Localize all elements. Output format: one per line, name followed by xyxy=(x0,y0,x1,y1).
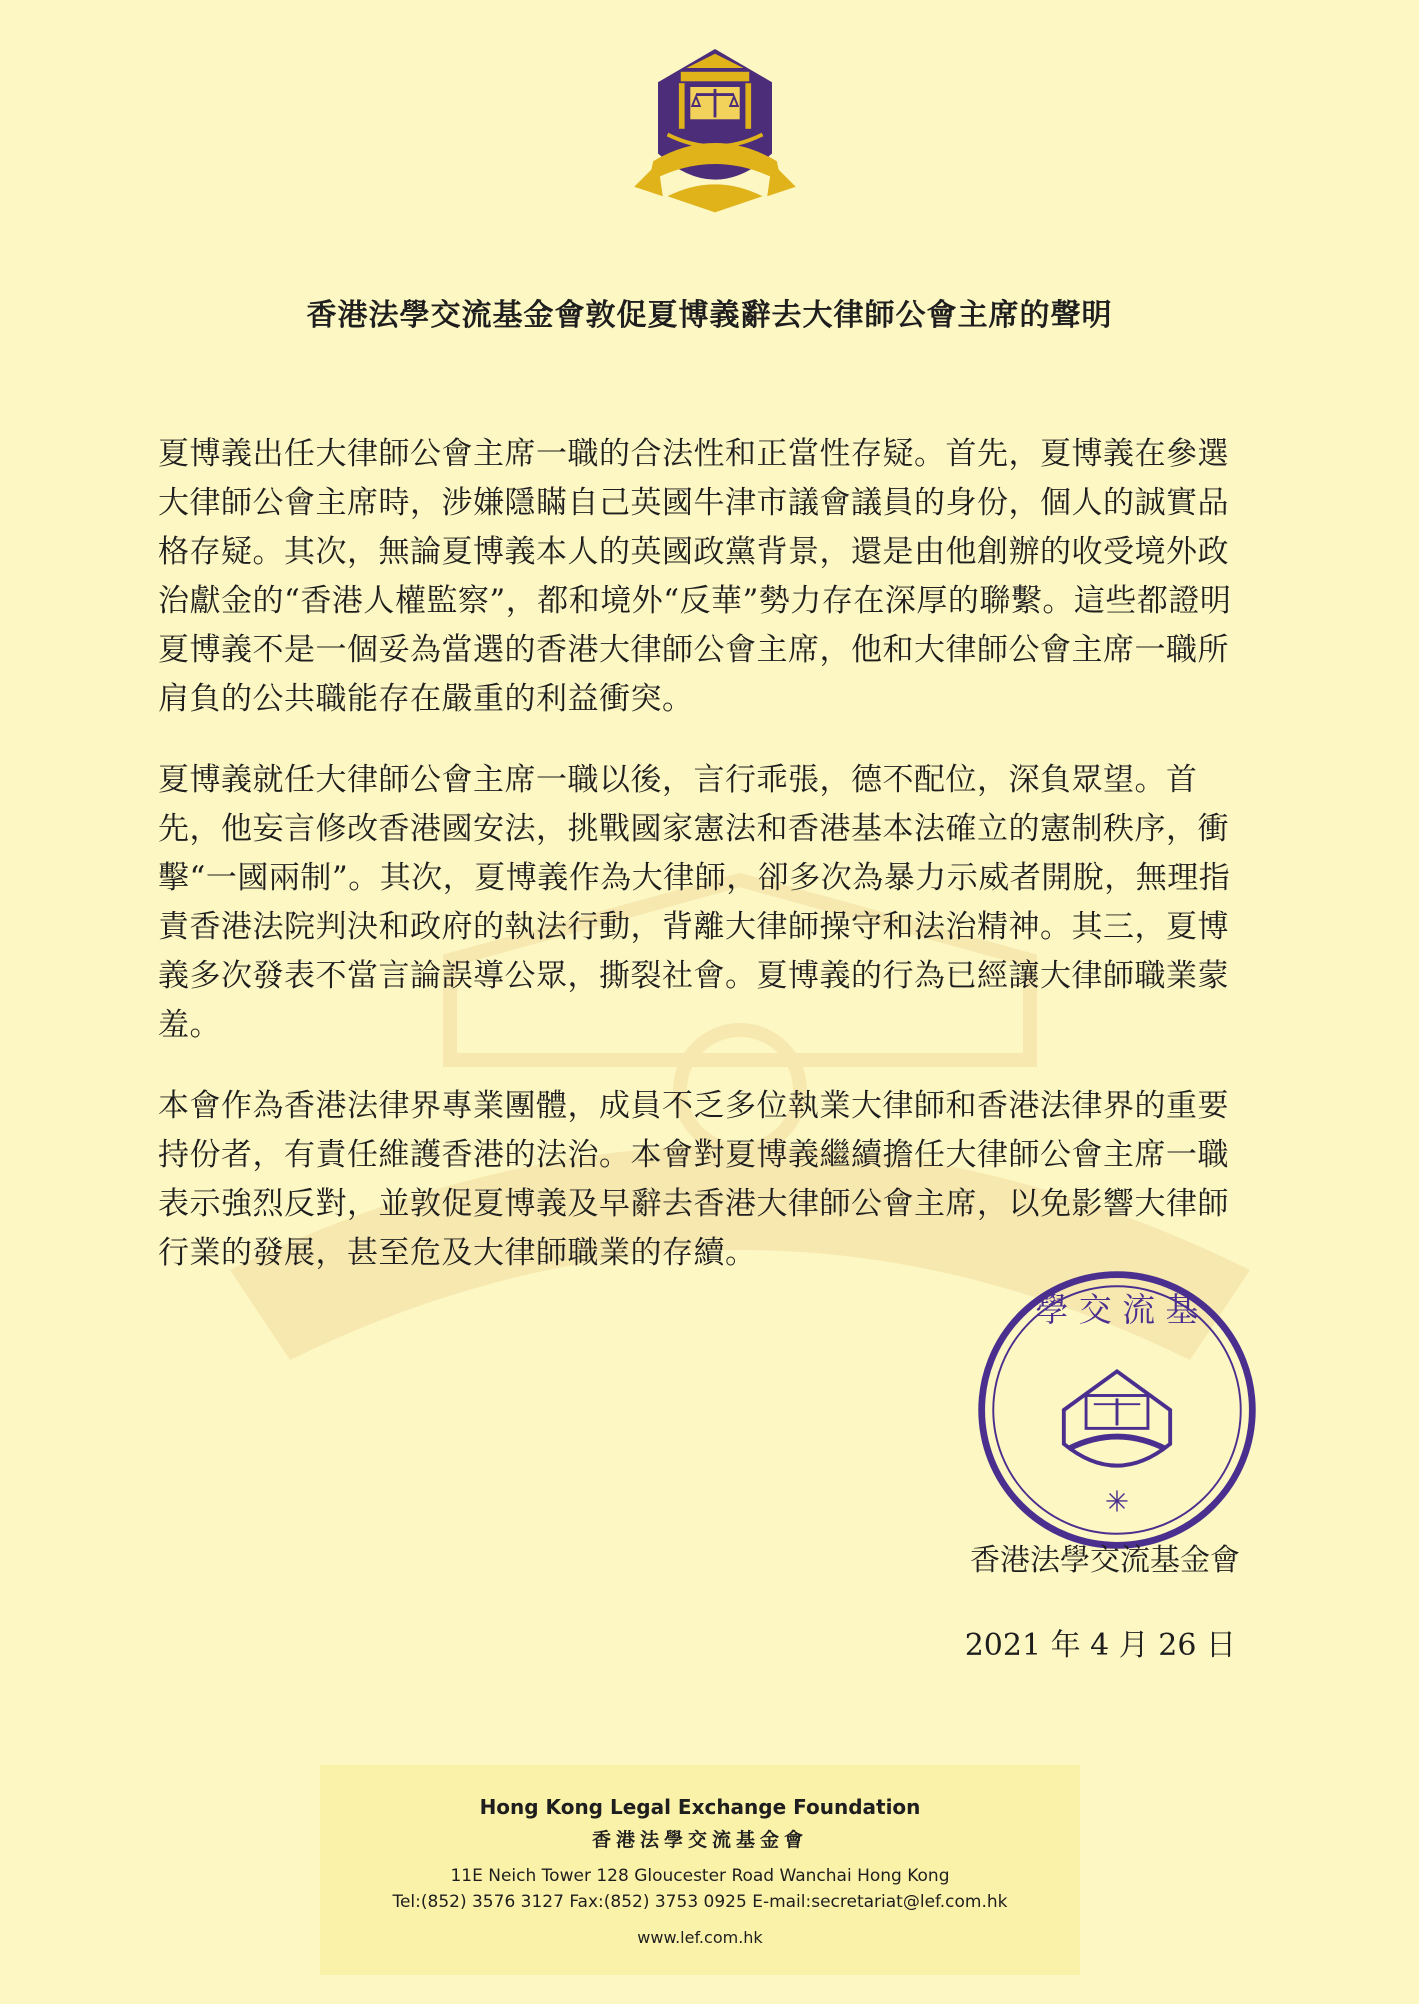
document-title: 香港法學交流基金會敦促夏博義辭去大律師公會主席的聲明 xyxy=(306,298,1113,333)
footer-website: www.lef.com.hk xyxy=(637,1928,763,1947)
footer-name-en: Hong Kong Legal Exchange Foundation xyxy=(479,1795,921,1819)
footer-name-zh: 香港法學交流基金會 xyxy=(591,1829,808,1851)
footer-address: 11E Neich Tower 128 Gloucester Road Wanchai Hong Kong xyxy=(450,1866,950,1886)
statement-body xyxy=(158,430,1258,1310)
footer-contact: Tel:(852) 3576 3127 Fax:(852) 3753 0925 E-mail:secretariat@lef.com.hk xyxy=(392,1892,1008,1912)
document-date: 2021 年 4 月 26 日 xyxy=(964,1628,1236,1663)
official-seal xyxy=(972,1265,1262,1555)
svg-text:✳: ✳ xyxy=(1104,1484,1130,1519)
foundation-logo xyxy=(620,30,810,220)
paragraph-1: 夏博義出任大律師公會主席一職的合法性和正當性存疑。首先，夏博義在參選大律師公會主席時，涉嫌隱瞞自己英國牛津市議會議員的身份，個人的誠實品格存疑。其次，無論夏博義本人的英國政黨背景，還是由他創辦的收受境外政治獻金的“香港人權監察”，都和境外“反華”勢力存在深厚的聯繫。這些都證明夏博義不是一個妥為當選的香港大律師公會主席，他和大律師公會主席一職所肩負的公共職能存在嚴重的利益衝突。 xyxy=(158,436,1232,717)
signature-organization: 香港法學交流基金會 xyxy=(970,1543,1240,1578)
letterhead-footer xyxy=(320,1765,1080,1975)
svg-text:學 交 流 基: 學 交 流 基 xyxy=(1035,1290,1199,1330)
paragraph-3: 本會作為香港法律界專業團體，成員不乏多位執業大律師和香港法律界的重要持份者，有責任維護香港的法治。本會對夏博義繼續擔任大律師公會主席一職表示強烈反對，並敦促夏博義及早辭去香港大律師公會主席，以免影響大律師行業的發展，甚至危及大律師職業的存續。 xyxy=(158,1088,1229,1271)
paragraph-2: 夏博義就任大律師公會主席一職以後，言行乖張，德不配位，深負眾望。首先，他妄言修改香港國安法，挑戰國家憲法和香港基本法確立的憲制秩序，衝擊“一國兩制”。其次，夏博義作為大律師，卻多次為暴力示威者開脫，無理指責香港法院判決和政府的執法行動，背離大律師操守和法治精神。其三，夏博義多次發表不當言論誤導公眾，撕裂社會。夏博義的行為已經讓大律師職業蒙羞。 xyxy=(158,762,1231,1043)
